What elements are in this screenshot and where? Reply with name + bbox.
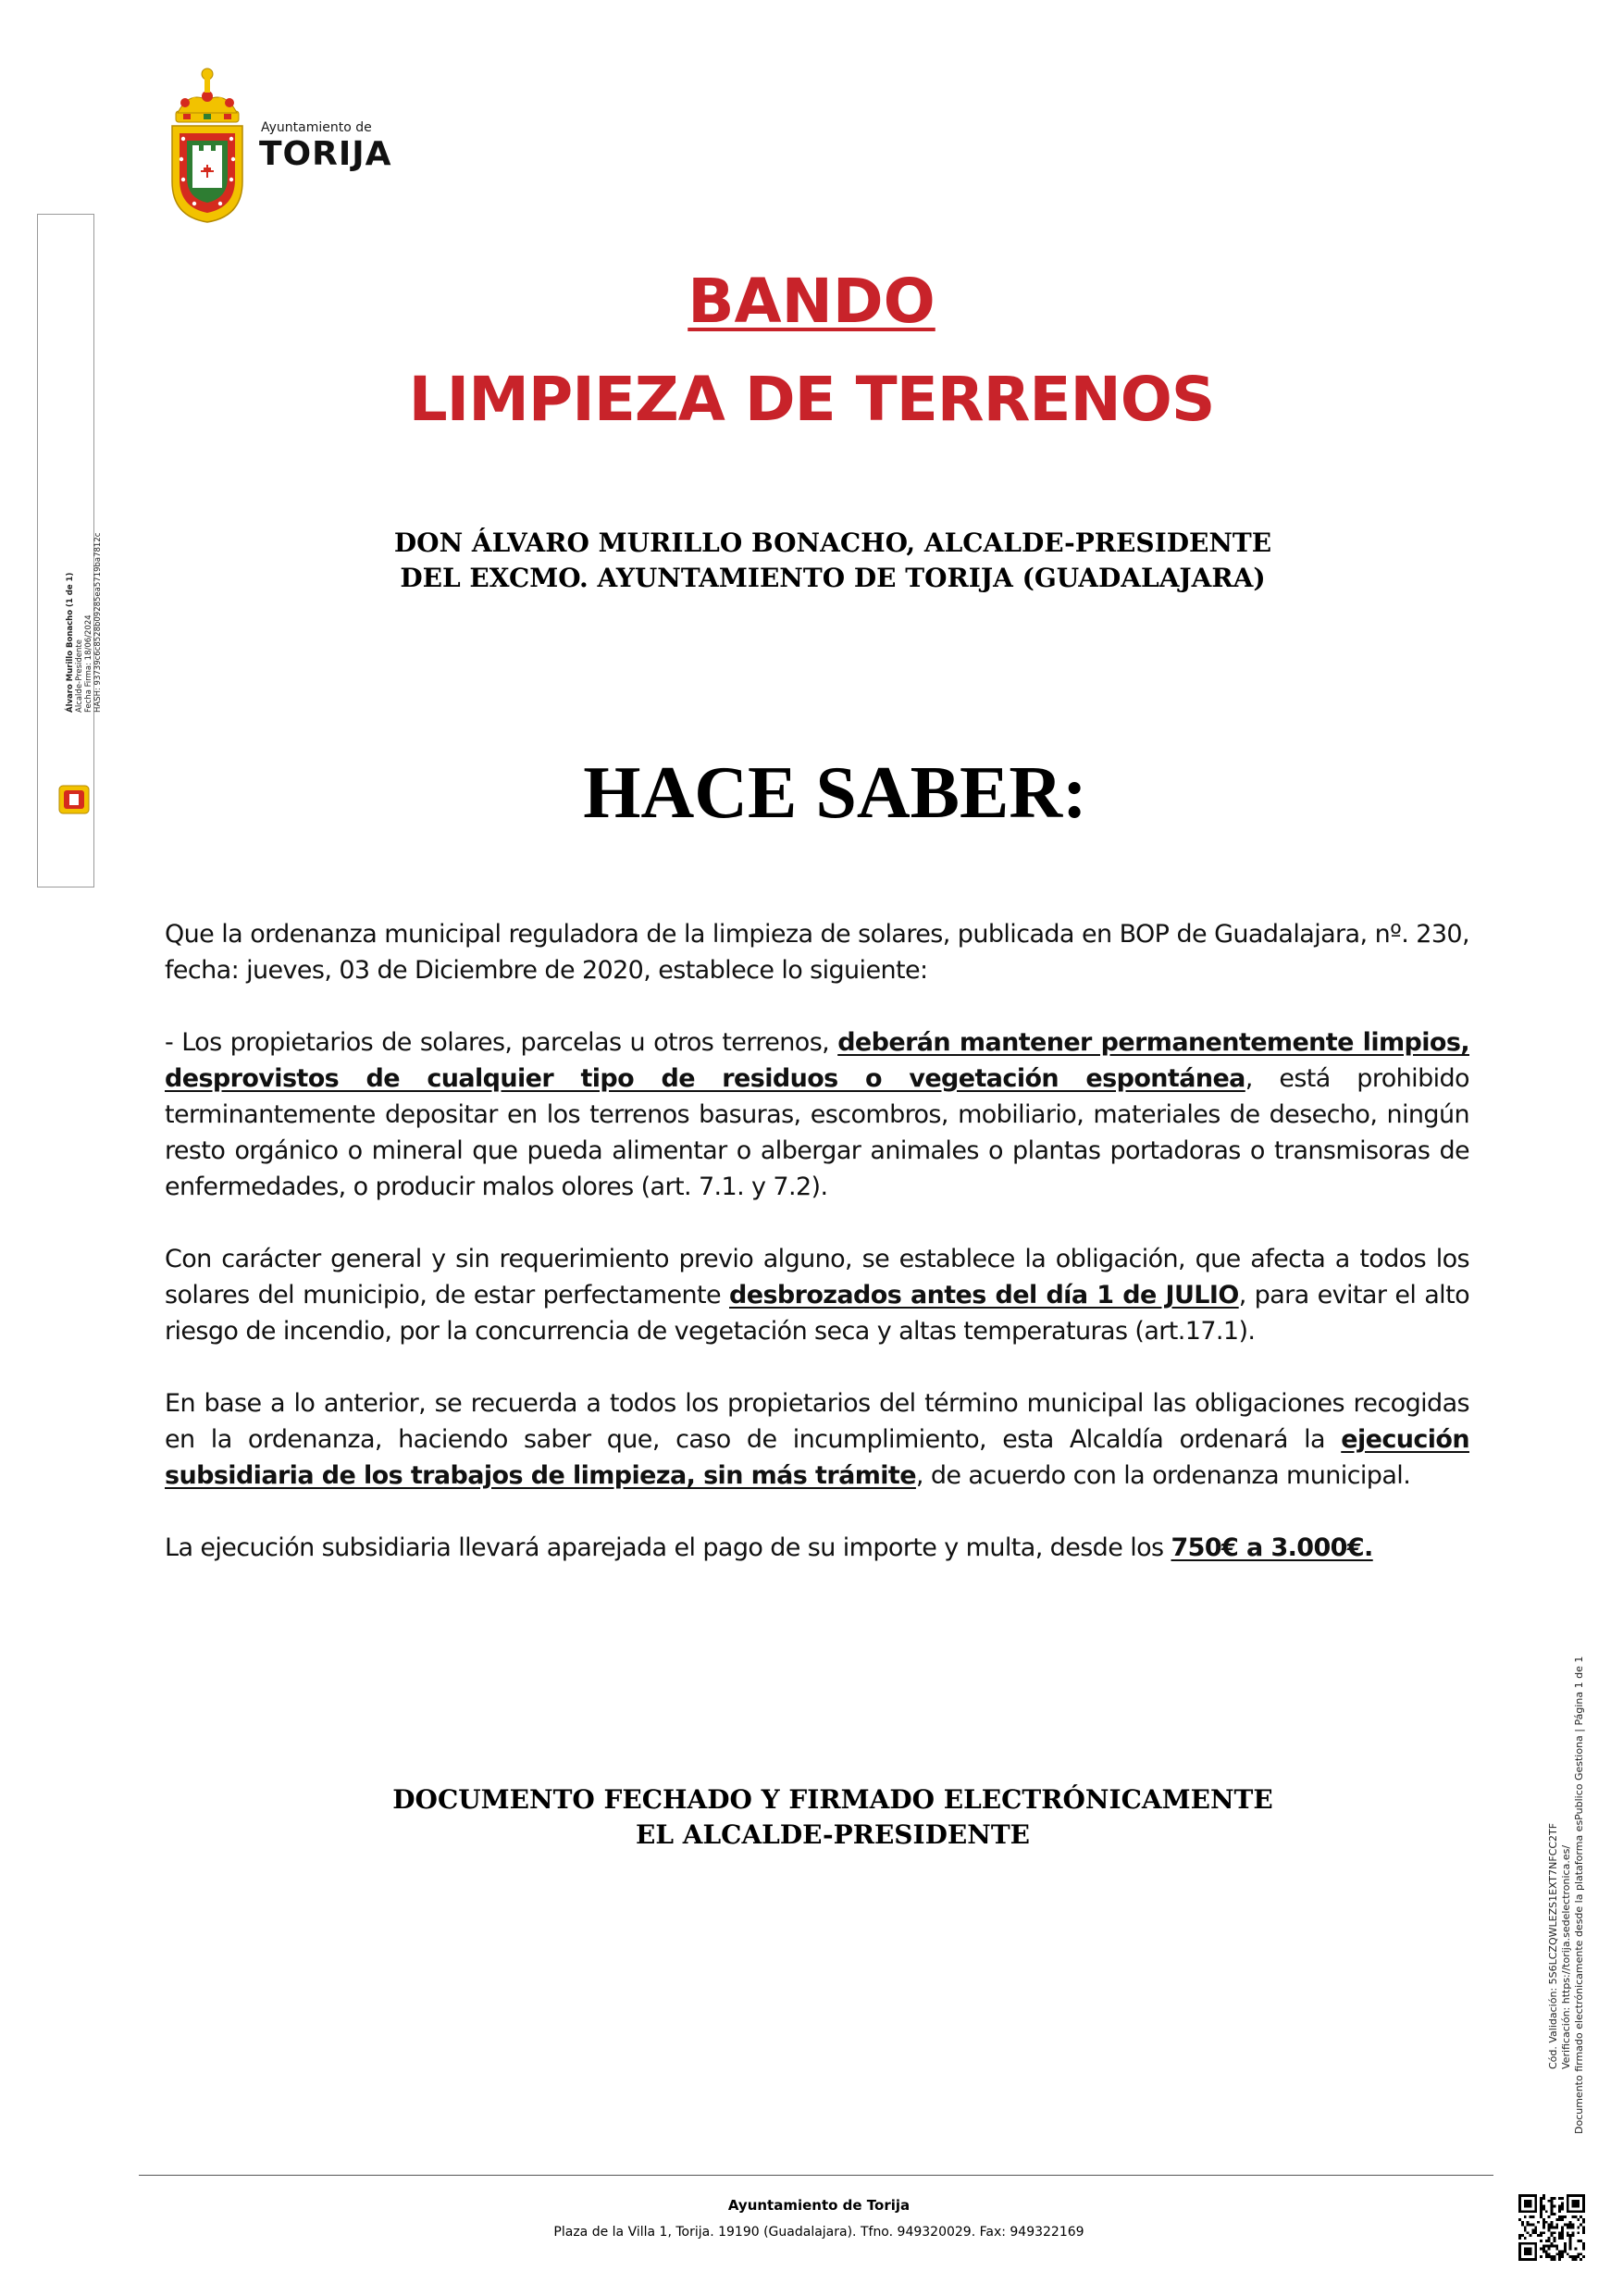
paragraph-2: - Los propietarios de solares, parcelas u otros terrenos, deberán mantener permanentemente limpios, desprovistos de cualquier tipo de residuos o vegetación espontánea, está prohibido terminantemente depositar en los terrenos basuras, escombros, mobiliario, materiales de desecho, ningún resto orgánico o mineral que pueda alimentar o albergar animales o plantas portadoras o transmisoras de enfermedades, o producir malos olores (art. 7.1. y 7.2). [165,1028,1469,1201]
footer-divider [139,2175,1493,2176]
signature-hash: HASH: 93739c6c8528b09285ea5719ba7812c [93,532,103,713]
validation-code: Cód. Validación: 5S6LCZQWLEZS1EXT7NFCC2TF [1547,1822,1559,2069]
document-body [165,916,1469,1602]
mayor-heading [0,526,1623,596]
title-bando: BANDO [688,266,935,337]
signer-name: Álvaro Murillo Bonacho (1 de 1) [66,572,75,713]
title-limpieza: LIMPIEZA DE TERRENOS [408,364,1215,435]
qr-code-icon [1518,2194,1585,2261]
signer-role: Alcalde-Presidente [75,639,84,713]
shield-icon [172,126,242,222]
paragraph-1: Que la ordenanza municipal reguladora de la limpieza de solares, publicada en BOP de Guadalajara, nº. 230, fecha: jueves, 03 de Diciembre de 2020, establece lo siguiente: [165,920,1469,985]
signature-date: Fecha Firma: 18/06/2024 [84,614,93,713]
validation-platform: Documento firmado electrónicamente desde la plataforma esPublico Gestiona | Página 1 de 1 [1573,1656,1585,2134]
emphasis-deadline: desbrozados antes del día 1 de JULIO [729,1281,1239,1309]
emphasis-obligation: deberán mantener permanentemente limpios, desprovistos de cualquier tipo de residuos o vegetación espontánea [165,1028,1469,1093]
mayor-heading-line1: DON ÁLVARO MURILLO BONACHO, ALCALDE-PRESIDENTE [393,527,1272,558]
footer-organization: Ayuntamiento de Torija [727,2197,911,2214]
mayor-heading-line2: DEL EXCMO. AYUNTAMIENTO DE TORIJA (GUADALAJARA) [400,563,1266,593]
paragraph-5: La ejecución subsidiaria llevará aparejada el pago de su importe y multa, desde los 750€ a 3.000€. [165,1533,1373,1562]
emphasis-enforcement: ejecución subsidiaria de los trabajos de limpieza, sin más trámite [165,1425,1469,1490]
crown-icon [176,68,239,122]
validation-url: Verificación: https://torija.sedelectronica.es/ [1560,1844,1572,2069]
footer-address: Plaza de la Villa 1, Torija. 19190 (Guadalajara). Tfno. 949320029. Fax: 949322169 [553,2225,1084,2240]
logo-subtitle: Ayuntamiento de [261,120,372,135]
paragraph-4: En base a lo anterior, se recuerda a todos los propietarios del término municipal las obligaciones recogidas en la ordenanza, haciendo saber que, caso de incumplimiento, esta Alcaldía ordenará la ejecución subsidiaria de los trabajos de limpieza, sin más trámite, de acuerdo con la ordenanza municipal. [165,1389,1469,1490]
paragraph-3: Con carácter general y sin requerimiento previo alguno, se establece la obligación, que afecta a todos los solares del municipio, de estar perfectamente desbrozados antes del día 1 de JULIO, para evitar el alto riesgo de incendio, por la concurrencia de vegetación seca y altas temperaturas (art.17.1). [165,1245,1469,1346]
signoff-line2: EL ALCALDE-PRESIDENTE [635,1819,1031,1850]
hace-saber-heading: HACE SABER: [583,752,1087,834]
emphasis-fine: 750€ a 3.000€. [1171,1533,1373,1562]
signoff-line1: DOCUMENTO FECHADO Y FIRMADO ELECTRÓNICAMENTE [392,1784,1273,1815]
validation-text [1547,1657,1586,2134]
signoff [0,1782,1623,1853]
logo-title: TORIJA [259,135,392,173]
